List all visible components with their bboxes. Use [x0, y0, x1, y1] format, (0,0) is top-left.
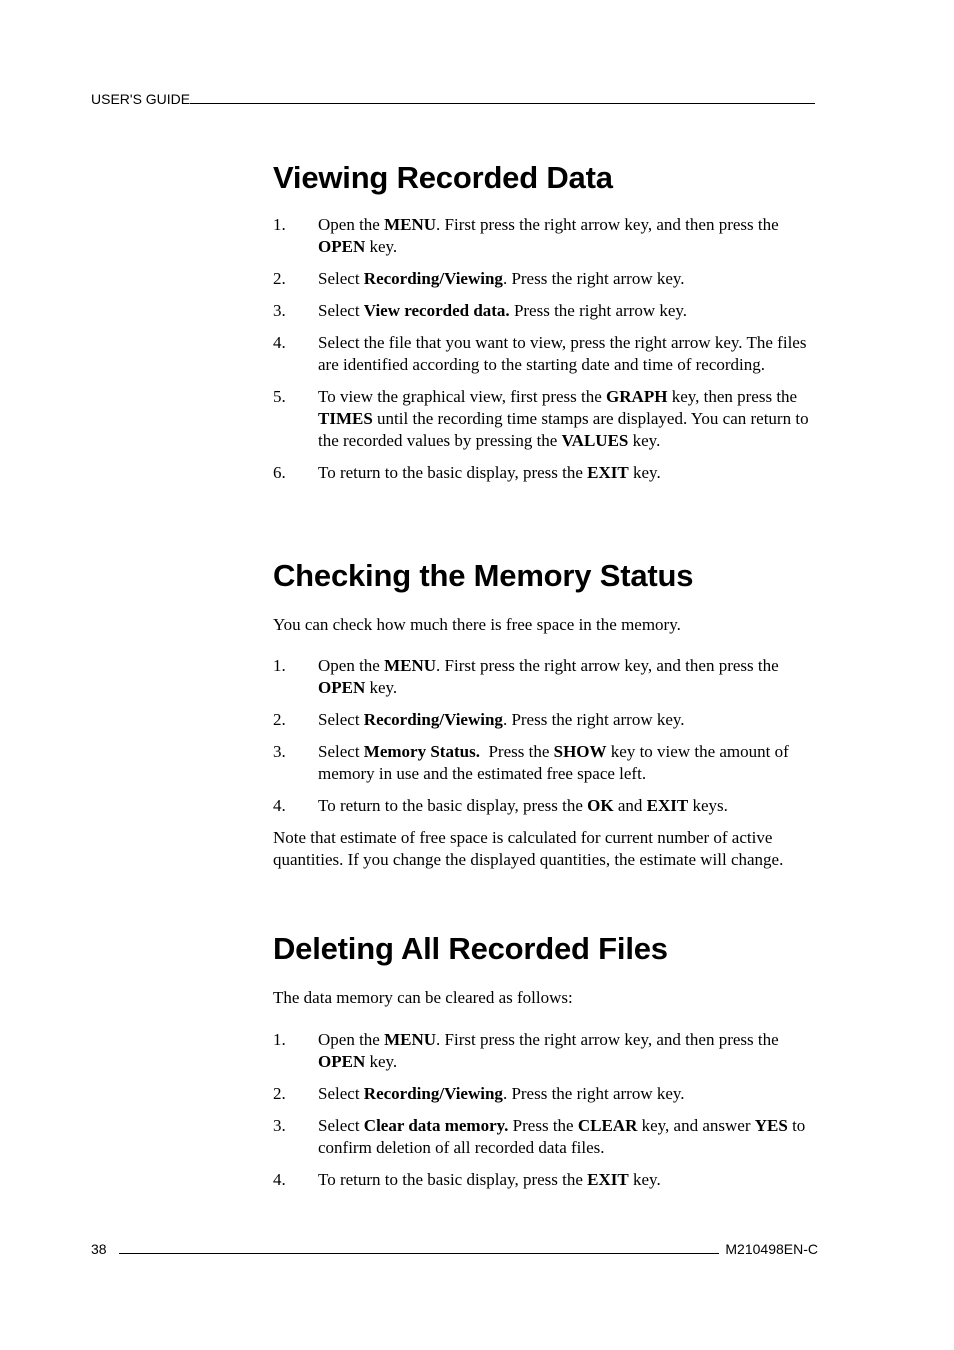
step-item: 3. Select Memory Status. Press the SHOW key to view the amount of memory in use and the estimated free space left. — [273, 742, 789, 783]
step-item: 4. To return to the basic display, press the EXIT key. — [273, 1170, 661, 1189]
step-item: 2. Select Recording/Viewing. Press the right arrow key. — [273, 269, 685, 288]
document-code: M210498EN-C — [725, 1241, 818, 1257]
footer-rule — [119, 1253, 720, 1254]
section-checking-memory-status — [273, 558, 818, 871]
step-item: 2. Select Recording/Viewing. Press the right arrow key. — [273, 710, 685, 729]
step-item: 3. Select Clear data memory. Press the CLEAR key, and answer YES to confirm deletion of all recorded data files. — [273, 1116, 806, 1157]
step-item: 4. Select the file that you want to view, press the right arrow key. The files are identified according to the starting date and time of recording. — [273, 333, 807, 374]
section-title: Checking the Memory Status — [273, 558, 694, 593]
section-title: Deleting All Recorded Files — [273, 931, 668, 966]
step-list — [273, 1029, 818, 1191]
section-title: Viewing Recorded Data — [273, 160, 613, 195]
step-item: 1. Open the MENU. First press the right arrow key, and then press the OPEN key. — [273, 215, 779, 256]
step-list — [273, 214, 818, 484]
section-intro: The data memory can be cleared as follows: — [273, 988, 573, 1007]
step-item: 1. Open the MENU. First press the right arrow key, and then press the OPEN key. — [273, 1030, 779, 1071]
section-note: Note that estimate of free space is calculated for current number of active quantities. If you change the displayed quantities, the estimate will change. — [273, 828, 784, 869]
page-footer — [91, 1241, 818, 1257]
step-item: 2. Select Recording/Viewing. Press the right arrow key. — [273, 1084, 685, 1103]
step-item: 4. To return to the basic display, press the OK and EXIT keys. — [273, 796, 728, 815]
page-number: 38 — [91, 1241, 107, 1257]
step-item: 5. To view the graphical view, first press the GRAPH key, then press the TIMES until the recording time stamps are displayed. You can return to the recorded values by pressing the VALUES key. — [273, 387, 809, 450]
section-intro: You can check how much there is free space in the memory. — [273, 615, 681, 634]
guide-label: USER'S GUIDE — [91, 91, 191, 107]
step-list — [273, 655, 818, 817]
section-deleting-recorded-files — [273, 931, 818, 1201]
page-header — [91, 91, 815, 107]
section-viewing-recorded-data — [273, 160, 818, 494]
step-item: 1. Open the MENU. First press the right arrow key, and then press the OPEN key. — [273, 656, 779, 697]
step-item: 6. To return to the basic display, press the EXIT key. — [273, 463, 661, 482]
header-rule — [190, 103, 815, 104]
step-item: 3. Select View recorded data. Press the right arrow key. — [273, 301, 688, 320]
